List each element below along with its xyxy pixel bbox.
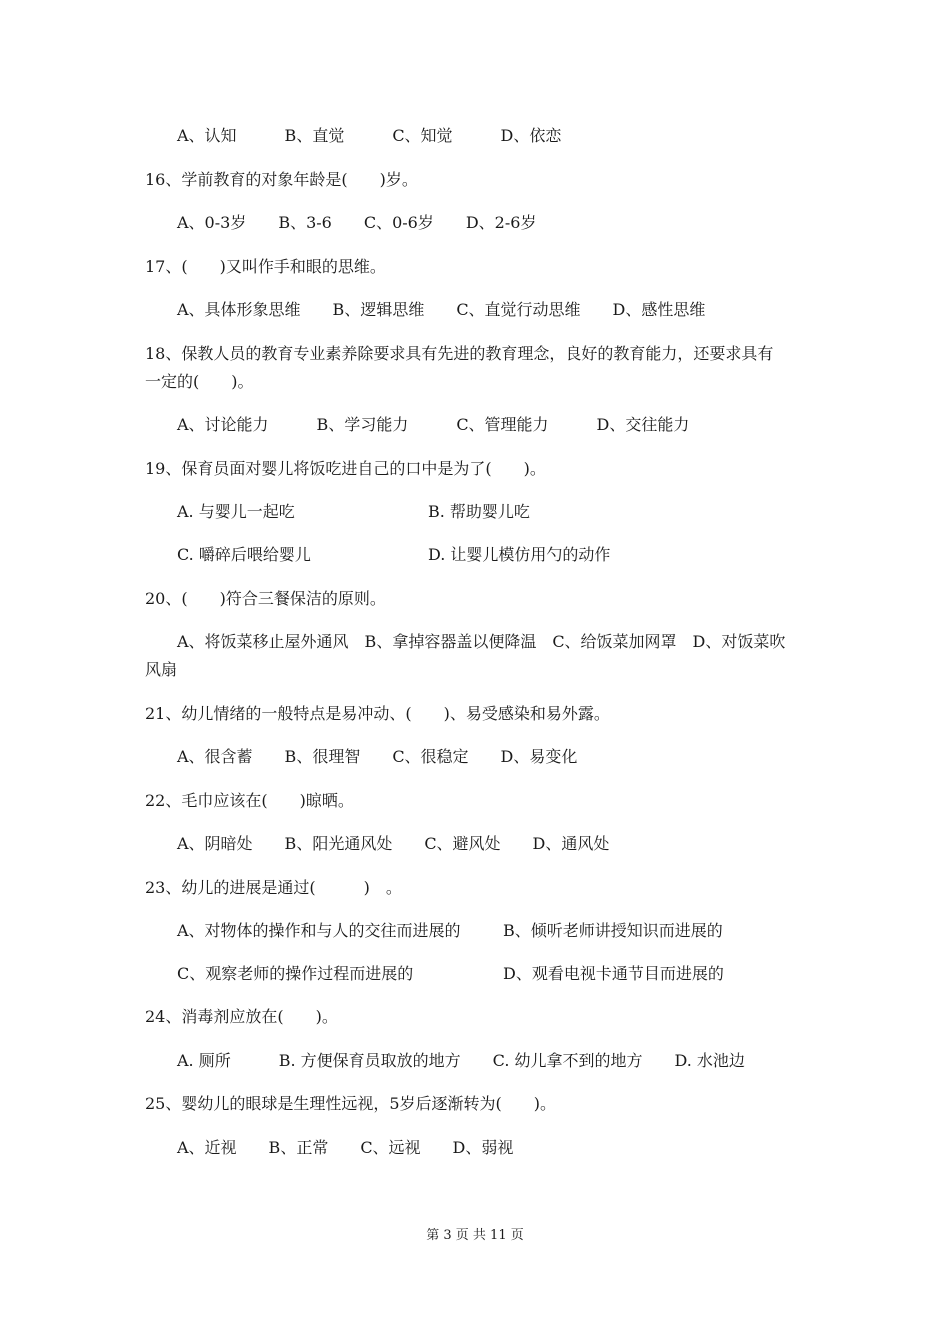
- q18-options: A、讨论能力 B、学习能力 C、管理能力 D、交往能力: [177, 415, 690, 434]
- q23-option-a: A、对物体的操作和与人的交往而进展的: [177, 921, 461, 940]
- q19-option-c: C. 嚼碎后喂给婴儿: [177, 545, 311, 564]
- q23-option-c: C、观察老师的操作过程而进展的: [177, 964, 414, 983]
- q19-option-a: A. 与婴儿一起吃: [177, 502, 295, 521]
- q20-options-line2: 风扇: [145, 660, 178, 679]
- q20-options-line1: A、将饭菜移止屋外通风 B、拿掉容器盖以便降温 C、给饭菜加网罩 D、对饭菜吹: [177, 632, 786, 651]
- q17-stem: 17、( )又叫作手和眼的思维。: [145, 257, 386, 276]
- q25-options: A、近视 B、正常 C、远视 D、弱视: [177, 1138, 514, 1157]
- q24-options: A. 厕所 B. 方便保育员取放的地方 C. 幼儿拿不到的地方 D. 水池边: [177, 1051, 745, 1070]
- q19-option-d: D. 让婴儿模仿用勺的动作: [428, 545, 611, 564]
- q22-options: A、阴暗处 B、阳光通风处 C、避风处 D、通风处: [177, 834, 610, 853]
- q18-stem-line2: 一定的( )。: [145, 372, 254, 391]
- q20-stem: 20、( )符合三餐保洁的原则。: [145, 589, 386, 608]
- q18-stem-line1: 18、保教人员的教育专业素养除要求具有先进的教育理念，良好的教育能力，还要求具有: [145, 344, 774, 363]
- q21-stem: 21、幼儿情绪的一般特点是易冲动、( )、易受感染和易外露。: [145, 704, 610, 723]
- q15-options: A、认知 B、直觉 C、知觉 D、依恋: [177, 126, 562, 145]
- q19-option-b: B. 帮助婴儿吃: [428, 502, 530, 521]
- q19-stem: 19、保育员面对婴儿将饭吃进自己的口中是为了( )。: [145, 459, 546, 478]
- q23-stem: 23、幼儿的进展是通过( ) 。: [145, 878, 402, 897]
- q17-options: A、具体形象思维 B、逻辑思维 C、直觉行动思维 D、感性思维: [177, 300, 706, 319]
- page-footer: 第 3 页 共 11 页: [426, 1228, 524, 1243]
- q16-stem: 16、学前教育的对象年龄是( )岁。: [145, 170, 418, 189]
- q21-options: A、很含蓄 B、很理智 C、很稳定 D、易变化: [177, 747, 578, 766]
- q24-stem: 24、消毒剂应放在( )。: [145, 1007, 338, 1026]
- q22-stem: 22、毛巾应该在( )晾晒。: [145, 791, 354, 810]
- q16-options: A、0-3岁 B、3-6 C、0-6岁 D、2-6岁: [177, 213, 537, 232]
- q23-option-d: D、观看电视卡通节目而进展的: [503, 964, 724, 983]
- q25-stem: 25、婴幼儿的眼球是生理性远视，5岁后逐渐转为( )。: [145, 1094, 557, 1113]
- q23-option-b: B、倾听老师讲授知识而进展的: [503, 921, 723, 940]
